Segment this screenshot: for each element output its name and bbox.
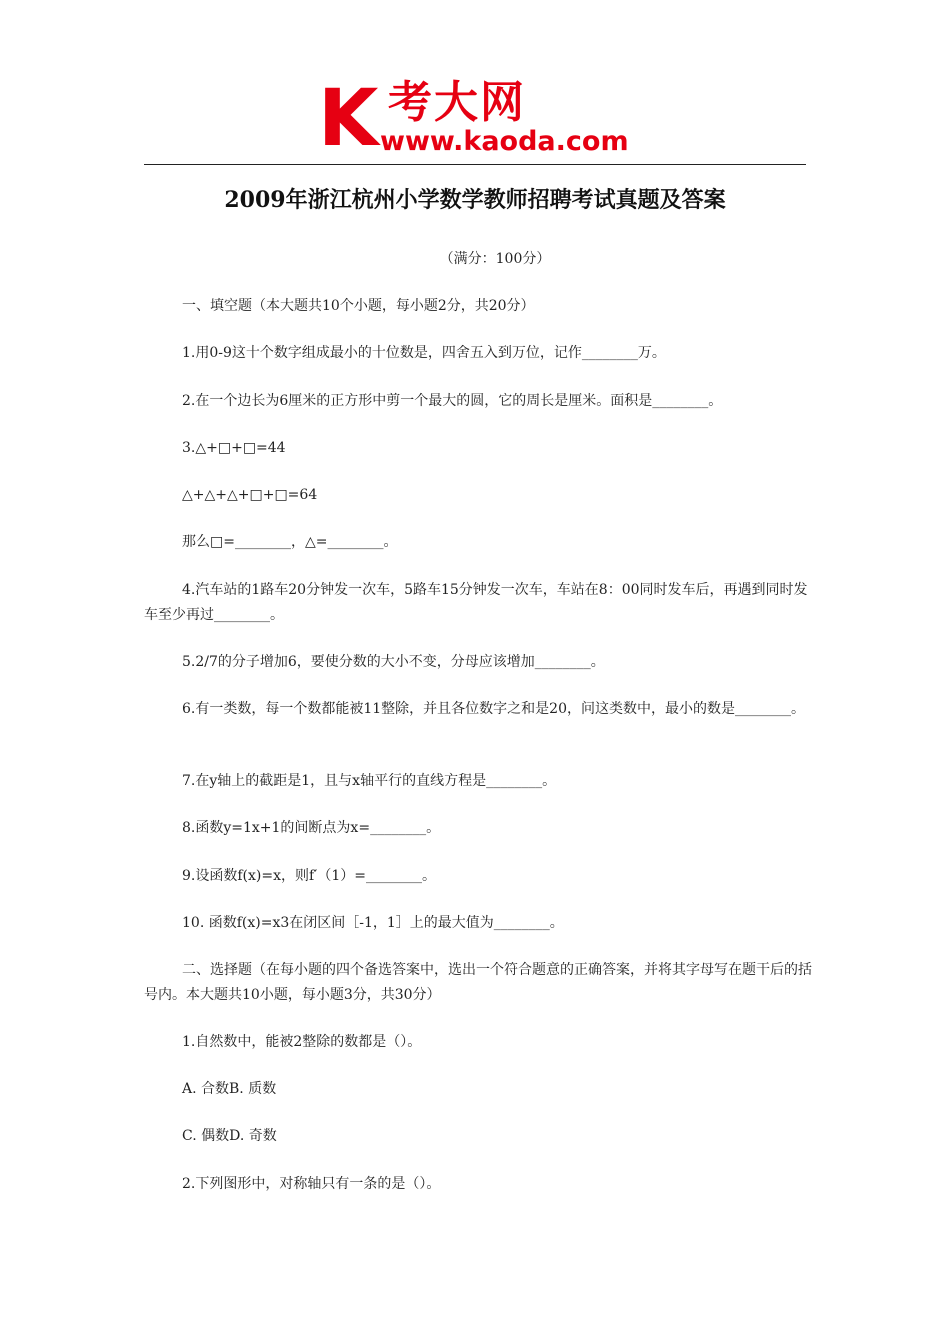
question-1-3-line3: 那么□=________，△=________。 <box>182 534 398 550</box>
question-2-1-options-cd: C. 偶数D. 奇数 <box>182 1128 277 1144</box>
question-1-8: 8.函数y=1x+1的间断点为x=________。 <box>182 820 441 836</box>
question-1-1: 1.用0-9这十个数字组成最小的十位数是，四舍五入到万位，记作________万。 <box>182 345 666 361</box>
question-2-2: 2.下列图形中，对称轴只有一条的是（）。 <box>182 1176 441 1192</box>
question-1-3-line2: △+△+△+□+□=64 <box>182 487 318 503</box>
header-divider <box>144 164 806 165</box>
question-1-7: 7.在y轴上的截距是1，且与x轴平行的直线方程是________。 <box>182 773 557 789</box>
full-score-note: （满分：100分） <box>439 251 551 267</box>
question-1-10: 10. 函数f(x)=x3在闭区间［-1，1］上的最大值为________。 <box>182 915 564 931</box>
section-1-heading: 一、填空题（本大题共10个小题，每小题2分，共20分） <box>182 298 535 314</box>
logo-chinese-name: 考大网 <box>388 77 526 128</box>
logo-k-mark: K <box>318 74 375 164</box>
question-2-1-options-ab: A. 合数B. 质数 <box>182 1081 277 1097</box>
question-1-4: 4.汽车站的1路车20分钟发一次车，5路车15分钟发一次车，车站在8：00同时发车后，再遇到同时发车至少再过________。 <box>144 582 808 623</box>
question-1-2: 2.在一个边长为6厘米的正方形中剪一个最大的圆，它的周长是厘米。面积是________。 <box>182 393 723 409</box>
logo-url: www.kaoda.com <box>380 126 629 157</box>
question-1-3-line1: 3.△+□+□=44 <box>182 440 286 456</box>
question-1-6: 6.有一类数，每一个数都能被11整除，并且各位数字之和是20，问这类数中，最小的数是________。 <box>182 701 805 717</box>
question-1-9: 9.设函数f(x)=x，则f′（1）=________。 <box>182 868 436 884</box>
question-2-1: 1.自然数中，能被2整除的数都是（）。 <box>182 1034 422 1050</box>
kaoda-logo <box>318 74 648 164</box>
question-1-5: 5.2/7的分子增加6，要使分数的大小不变，分母应该增加________。 <box>182 654 605 670</box>
page-title: 2009年浙江杭州小学数学教师招聘考试真题及答案 <box>224 187 726 213</box>
section-2-heading: 二、选择题（在每小题的四个备选答案中，选出一个符合题意的正确答案，并将其字母写在题干后的括号内。本大题共10小题，每小题3分，共30分） <box>144 962 812 1003</box>
